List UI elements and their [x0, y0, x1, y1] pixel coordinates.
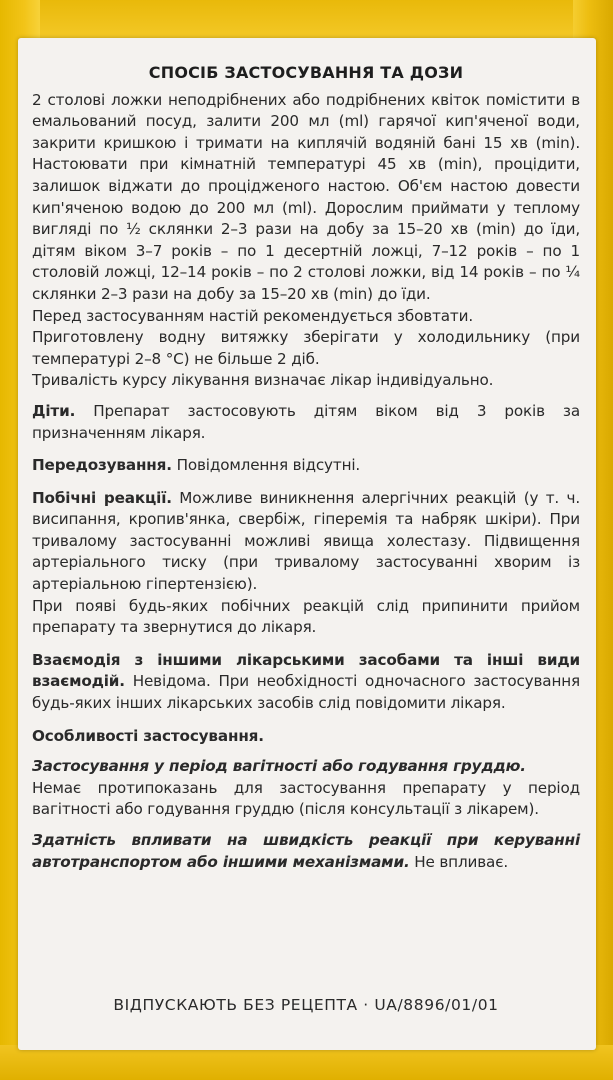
interactions-text: Невідома. При необхідності одночасного застосування будь-яких інших лікарських засобів слід повідомити лікаря. — [32, 672, 580, 713]
prescription-status-footer: ВІДПУСКАЮТЬ БЕЗ РЕЦЕПТА · UA/8896/01/01 — [113, 996, 499, 1014]
children-section — [32, 401, 580, 444]
pregnancy-text: Немає протипоказань для застосування препарату у період вагітності або годування груддю (після консультації з лікарем). — [32, 778, 580, 819]
package-edge-bottom — [0, 1045, 613, 1080]
side-effects-section — [32, 488, 580, 596]
driving-label: Здатність впливати на швидкість реакції при керуванні автотранспортом або іншими механізмами. — [32, 831, 580, 871]
dosage-paragraph: 2 столові ложки неподрібнених або подрібнених квіток помістити в емальований посуд, залити 200 мл (ml) гарячої кип'яченої води, закрити кришкою і тримати на киплячій водяній бані 15 хв (min). Настоювати при кімнатній температурі 45 хв (min), процідити, залишок віджати до процідженого настою. Об'єм настою довести кип'яченою водою до 200 мл (ml). Дорослим приймати у теплому вигляді по ½ склянки 2–3 рази на добу за 15–20 хв (min) до їди, дітям віком 3–7 років – по 1 десертній ложці, 7–12 років – по 1 столовій ложці, 12–14 років – по 2 столові ложки, від 14 років – по ¼ склянки 2–3 рази на добу за 15–20 хв (min) до їди. — [32, 90, 580, 303]
storage-note: Приготовлену водну витяжку зберігати у холодильнику (при температурі 2–8 °С) не більше 2 діб. — [32, 328, 580, 368]
overdose-label: Передозування. — [32, 456, 172, 475]
dosage-shake-note: Перед застосуванням настій рекомендується збовтати. — [32, 306, 474, 325]
overdose-text: Повідомлення відсутні. — [171, 456, 361, 475]
side-effects-label: Побічні реакції. — [32, 488, 172, 507]
pregnancy-label — [32, 756, 580, 778]
side-effects-action: При появі будь-яких побічних реакцій слід припинити прийом препарату та звернутися до лікаря. — [32, 596, 580, 637]
children-label: Діти. — [32, 401, 76, 420]
interactions-label: Взаємодія з іншими лікарськими засобами та інші види взаємодій. — [32, 650, 580, 691]
children-text: Препарат застосовують дітям віком від 3 років за призначенням лікаря. — [32, 401, 580, 442]
driving-text: Не впливає. — [409, 852, 509, 871]
overdose-section — [32, 455, 580, 477]
package-edge-top — [0, 0, 613, 40]
pregnancy-label-text: Застосування у період вагітності або годування груддю. — [32, 757, 526, 776]
instruction-text — [32, 62, 580, 873]
side-effects-text: Можливе виникнення алергічних реакцій (у т. ч. висипання, кропив'янка, свербіж, гіперемія та набряк шкіри). При тривалому застосуванні можливі явища холестазу. Підвищення артеріального тиску (при тривалому застосуванні хворим із артеріальною гіпертензією). — [32, 488, 580, 594]
special-section-label: Особливості застосування. — [32, 726, 264, 745]
driving-section — [32, 830, 580, 873]
section-heading: СПОСІБ ЗАСТОСУВАННЯ ТА ДОЗИ — [148, 63, 464, 82]
interactions-section — [32, 650, 580, 715]
course-duration-note: Тривалість курсу лікування визначає лікар індивідуально. — [32, 371, 494, 390]
